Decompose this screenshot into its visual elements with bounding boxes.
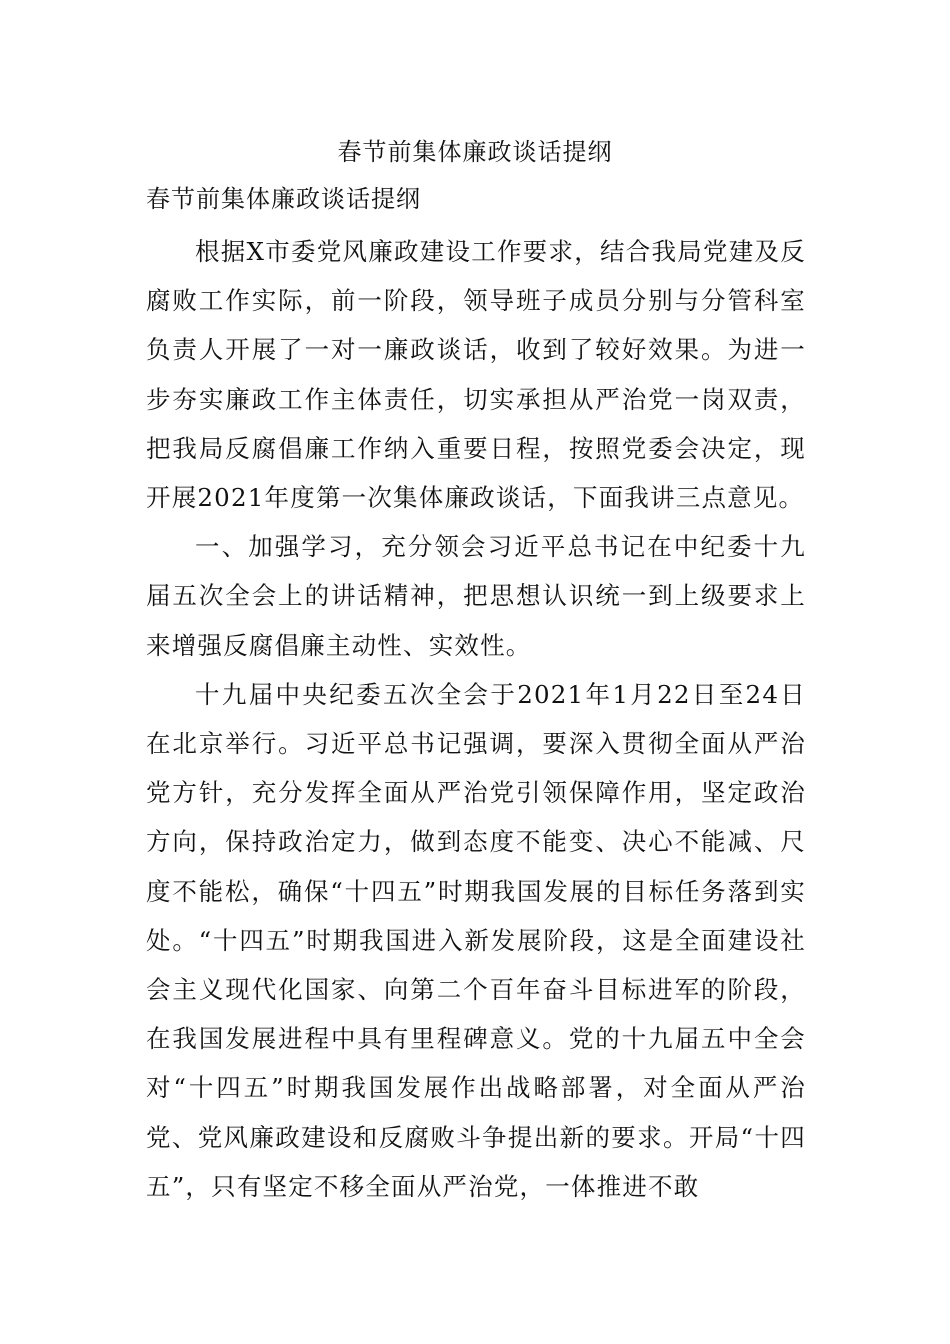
paragraph-section-one-heading: 一、加强学习，充分领会习近平总书记在中纪委十九届五次全会上的讲话精神，把思想认识统一到上级要求上来增强反腐倡廉主动性、实效性。 [146, 532, 806, 660]
paragraph-intro: 根据X市委党风廉政建设工作要求，结合我局党建及反腐败工作实际，前一阶段，领导班子成员分别与分管科室负责人开展了一对一廉政谈话，收到了较好效果。为进一步夯实廉政工作主体责任，切实承担从严治党一岗双责，把我局反腐倡廉工作纳入重要日程，按照党委会决定，现开展2021年度第一次集体廉政谈话，下面我讲三点意见。 [146, 237, 806, 513]
document-title: 春节前集体廉政谈话提纲 [337, 138, 613, 166]
document-subtitle: 春节前集体廉政谈话提纲 [146, 185, 421, 213]
paragraph-section-one-body: 十九届中央纪委五次全会于2021年1月22日至24日在北京举行。习近平总书记强调，要深入贯彻全面从严治党方针，充分发挥全面从严治党引领保障作用，坚定政治方向，保持政治定力，做到态度不能变、决心不能减、尺度不能松，确保“十四五”时期我国发展的目标任务落到实处。“十四五”时期我国进入新发展阶段，这是全面建设社会主义现代化国家、向第二个百年奋斗目标进军的阶段，在我国发展进程中具有里程碑意义。党的十九届五中全会对“十四五”时期我国发展作出战略部署，对全面从严治党、党风廉政建设和反腐败斗争提出新的要求。开局“十四五”，只有坚定不移全面从严治党，一体推进不敢 [146, 679, 806, 1201]
document-body [146, 227, 806, 1211]
